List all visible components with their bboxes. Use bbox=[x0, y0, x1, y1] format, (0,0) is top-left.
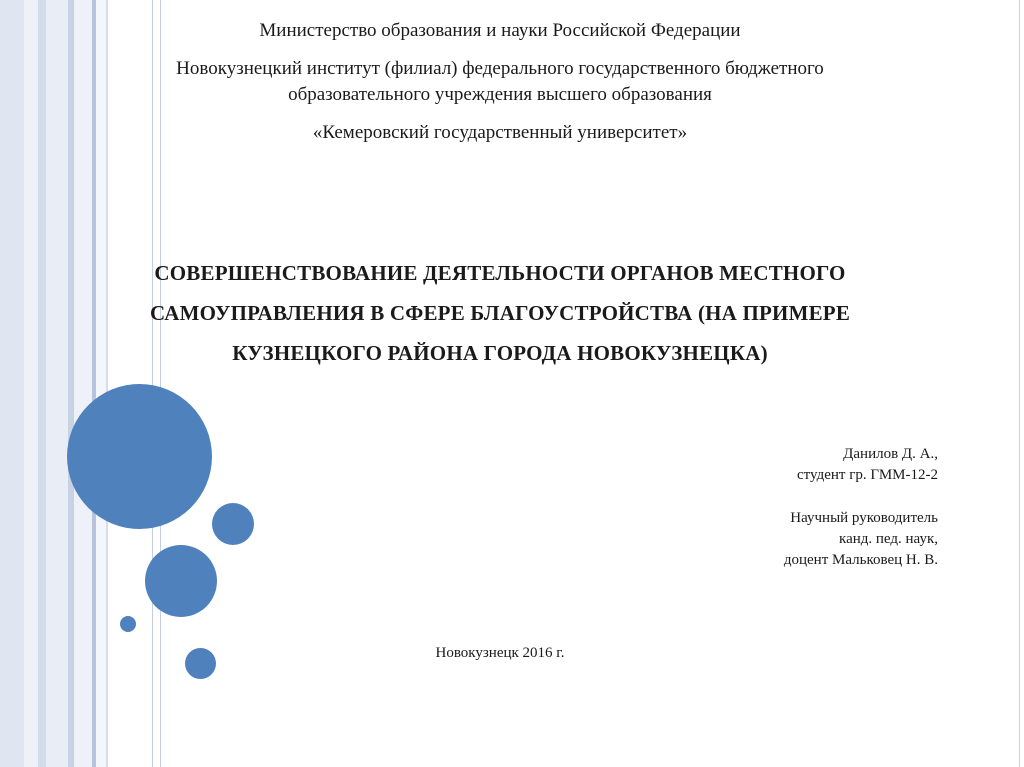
institute-line: образовательного учреждения высшего образования bbox=[288, 84, 712, 105]
decor-stripe bbox=[74, 0, 92, 767]
decor-circle-small bbox=[212, 503, 254, 545]
decor-circle-medium bbox=[145, 545, 217, 617]
decor-line bbox=[160, 0, 161, 767]
title-line: СОВЕРШЕНСТВОВАНИЕ ДЕЯТЕЛЬНОСТИ ОРГАНОВ МЕСТНОГО bbox=[154, 261, 846, 285]
decor-stripe bbox=[24, 0, 38, 767]
institute-name bbox=[100, 56, 900, 108]
decor-line bbox=[152, 0, 153, 767]
decor-circle-tiny bbox=[120, 616, 136, 632]
decor-stripe bbox=[0, 0, 24, 767]
supervisor-line: канд. пед. наук, bbox=[839, 531, 938, 547]
decor-circle-small bbox=[185, 648, 216, 679]
decor-line-right bbox=[1019, 0, 1020, 767]
title-line: КУЗНЕЦКОГО РАЙОНА ГОРОДА НОВОКУЗНЕЦКА) bbox=[232, 341, 768, 365]
supervisor-line: доцент Мальковец Н. В. bbox=[783, 552, 938, 568]
supervisor-line: Научный руководитель bbox=[790, 510, 938, 526]
institute-line: Новокузнецкий институт (филиал) федерального государственного бюджетного bbox=[176, 58, 824, 79]
university-name: «Кемеровский государственный университет» bbox=[312, 122, 688, 143]
author-name: Данилов Д. А., bbox=[843, 446, 938, 462]
presentation-title bbox=[90, 253, 910, 373]
supervisor-block bbox=[600, 508, 938, 571]
title-line: САМОУПРАВЛЕНИЯ В СФЕРЕ БЛАГОУСТРОЙСТВА (НА ПРИМЕРЕ bbox=[149, 301, 851, 325]
ministry-name: Министерство образования и науки Российской Федерации bbox=[259, 20, 741, 41]
decor-stripe bbox=[96, 0, 106, 767]
city-year: Новокузнецк 2016 г. bbox=[435, 645, 565, 661]
decor-stripe bbox=[46, 0, 68, 767]
author-group: студент гр. ГММ-12-2 bbox=[797, 467, 938, 483]
decor-stripe bbox=[106, 0, 108, 767]
decor-circle-large bbox=[67, 384, 212, 529]
decor-stripe bbox=[38, 0, 46, 767]
author-block bbox=[600, 444, 938, 486]
